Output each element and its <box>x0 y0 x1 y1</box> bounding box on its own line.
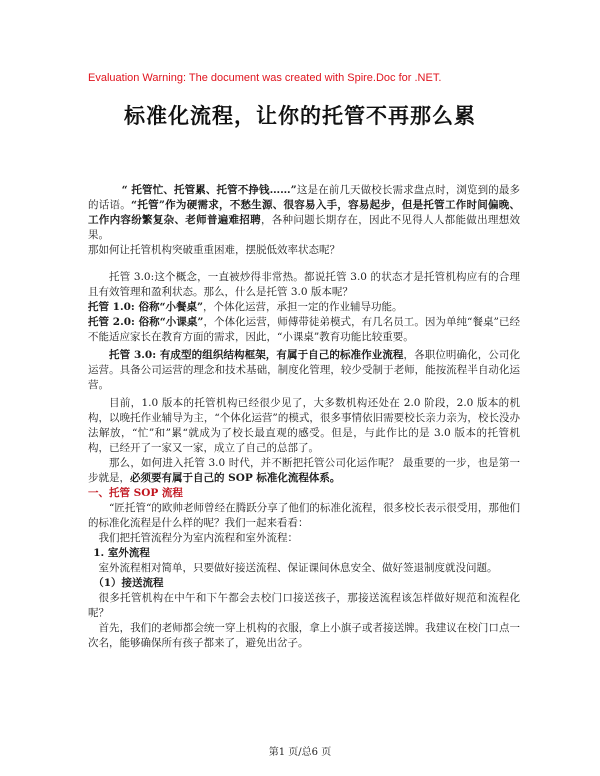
toguan-2-label: 托管 2.0: 俗称“小课桌” <box>88 316 204 328</box>
intro-quote: “ 托管忙、托管累、托管不挣钱……” <box>121 184 297 196</box>
paragraph-toguan-2 <box>88 315 520 345</box>
intro-text: 这是在前几天做校长需求盘点时，浏览到的最多的话语。 <box>88 184 521 211</box>
toguan-1-text: ，个体化运营，承担一定的作业辅导功能。 <box>203 301 403 313</box>
paragraph-toguan-3-concept: 托管 3.0:这个概念，一直被炒得非常热。都说托管 3.0 的状态才是托管机构应有的合理且有效管理和盈利状态。那么，什么是托管 3.0 版本呢？ <box>88 271 520 298</box>
next-step-text: 那么，如何进入托管 3.0 时代，并不断把托管公司化运作呢？ 最重要的一步，也是第一步就是， <box>88 457 520 484</box>
page-footer: 第1 页/总6 页 <box>268 747 332 758</box>
paragraph-question: 那如何让托管机构突破重重困难，摆脱低效率状态呢？ <box>88 244 340 256</box>
toguan-3-label: 托管 3.0: 有成型的组织结构框架，有属于自己的标准作业流程 <box>109 349 404 361</box>
paragraph-flow-split: 我们把托管流程分为室内流程和室外流程： <box>98 532 298 544</box>
paragraph-current-state: 目前，1.0 版本的托管机构已经很少见了，大多数机构还处在 2.0 阶段，2.0 版本的机构，以晚托作业辅导为主，“个体化运营”的模式，很多事情依旧需要校长亲力亲为，校长没办法解放，“忙”和”累“就成为了校长最直观的感受。但是，与此作比的是 3.0 版本的托管机构，已经开了一家又一家，成立了自己的总部了。 <box>88 397 520 454</box>
subheading-outdoor: 1. 室外流程 <box>93 547 150 559</box>
intro-tail: ，各种问题长期存在，因此不见得人人都能做出理想效果。 <box>88 214 521 241</box>
paragraph-toguan-3 <box>88 348 520 393</box>
document-title: 标准化流程，让你的托管不再那么累 <box>124 103 476 128</box>
subheading-pickup: （1）接送流程 <box>93 577 164 589</box>
paragraph-next-step <box>88 456 520 486</box>
paragraph-intro <box>88 183 520 243</box>
section-heading-sop: 一、托管 SOP 流程 <box>88 487 183 499</box>
intro-bold: “托管”作为硬需求，不愁生源、很容易入手，容易起步，但是托管工作时间偏晚、工作内容纷繁复杂、老师普遍难招聘 <box>88 199 521 226</box>
paragraph-pickup-detail: 首先，我们的老师都会统一穿上机构的衣服，拿上小旗子或者接送牌。我建议在校门口点一次名，能够确保所有孩子都来了，避免出岔子。 <box>88 622 520 649</box>
paragraph-outdoor: 室外流程相对简单，只要做好接送流程、保证课间休息安全、做好签退制度就没问题。 <box>98 562 498 574</box>
evaluation-warning: Evaluation Warning: The document was created with Spire.Doc for .NET. <box>88 72 442 84</box>
next-step-bold: 必须要有属于自己的 SOP 标准化流程体系。 <box>130 472 341 484</box>
paragraph-pickup: 很多托管机构在中午和下午都会去校门口接送孩子，那接送流程该怎样做好规范和流程化呢？ <box>88 592 520 619</box>
document-body <box>88 183 520 651</box>
toguan-3-text: ，各职位明确化，公司化运营。具备公司运营的理念和技术基础，制度化管理，较少受制于老师，能按流程半自动化运营。 <box>88 349 520 391</box>
paragraph-sop-intro: “匠托管“的欧帅老师曾经在腾跃分享了他们的标准化流程，很多校长表示很受用，那他们的标准化流程是什么样的呢？我们一起来看看： <box>88 502 520 529</box>
toguan-1-label: 托管 1.0: 俗称“小餐桌” <box>88 301 204 313</box>
toguan-2-text: ，个体化运营，师傅带徒弟模式，有几名员工。因为单纯“餐桌”已经不能适应家长在教育方面的需求，因此，“小课桌”教育功能比较重要。 <box>88 316 520 343</box>
paragraph-toguan-1 <box>88 300 520 315</box>
